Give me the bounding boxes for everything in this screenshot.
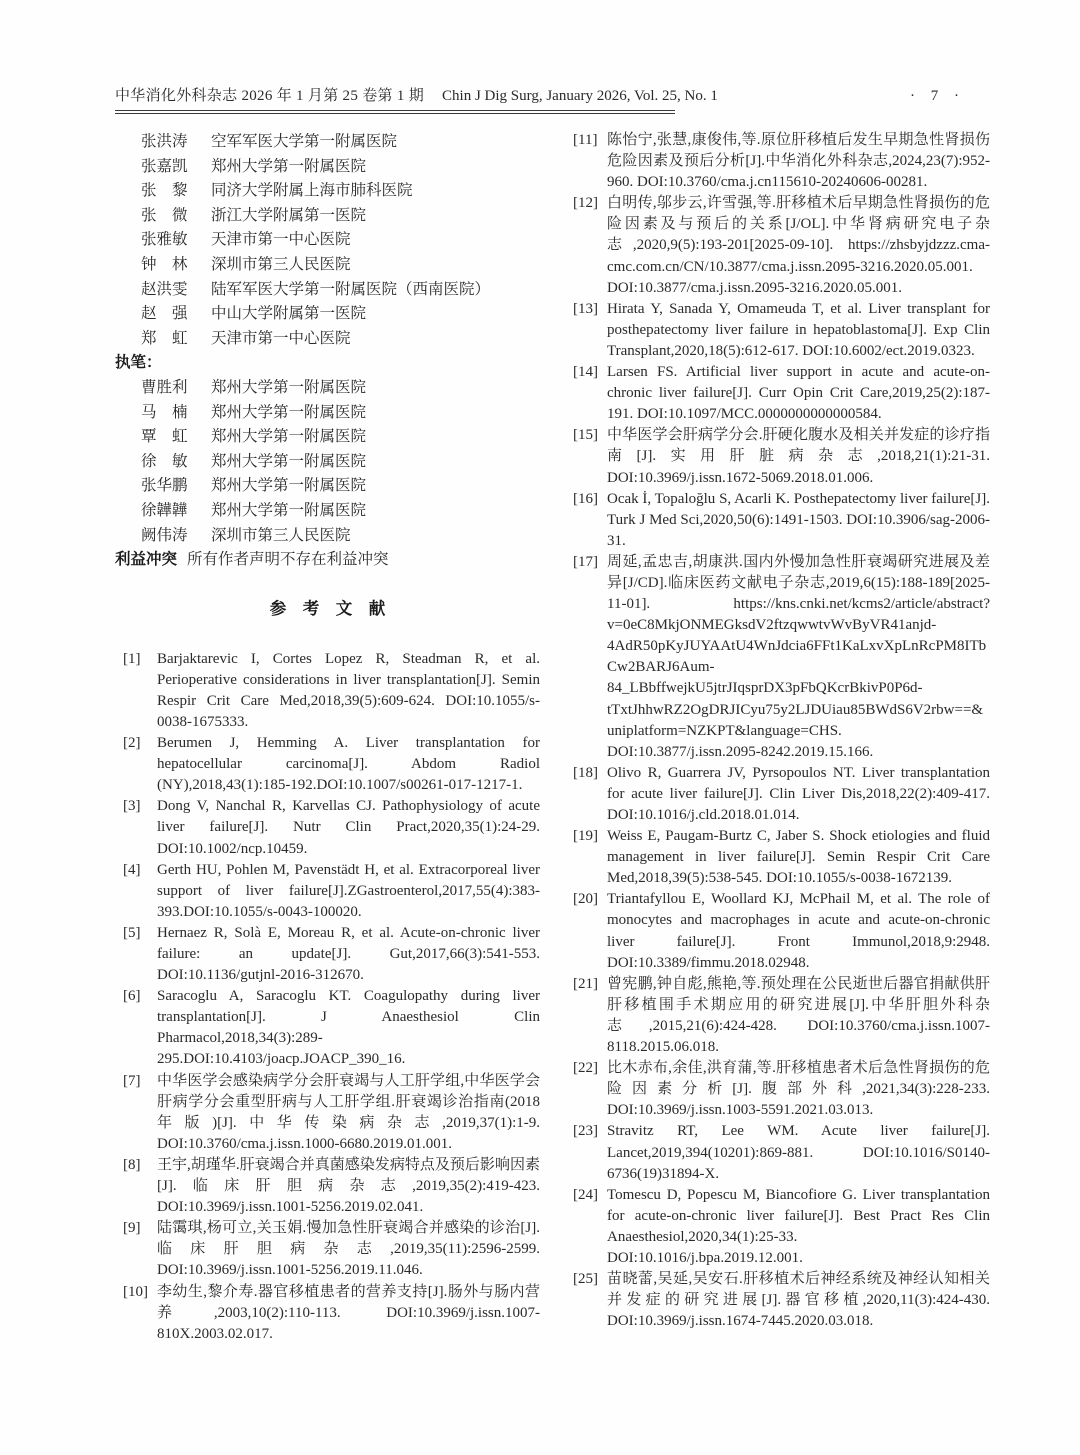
- reference-number: [9]: [123, 1220, 141, 1237]
- reference-number: [24]: [573, 1186, 598, 1203]
- contributor-name: 张 黎: [141, 182, 188, 200]
- contributor-row: [115, 278, 540, 303]
- reference-item: [565, 552, 990, 763]
- reference-item: [565, 1121, 990, 1184]
- writer-name: 曹胜利: [141, 378, 188, 396]
- reference-number: [18]: [573, 764, 598, 781]
- contributor-name: 赵洪雯: [141, 280, 188, 298]
- writer-row: [115, 401, 540, 426]
- contributor-name: 张嘉凯: [141, 157, 188, 175]
- contributor-row: [115, 327, 540, 352]
- writer-affiliation: 郑州大学第一附属医院: [211, 452, 367, 470]
- contributor-row: [115, 228, 540, 253]
- reference-number: [16]: [573, 490, 598, 507]
- reference-item: [115, 649, 540, 733]
- reference-text: 曾宪鹏,钟自彪,熊艳,等.预处理在公民逝世后器官捐献供肝肝移植围手术期应用的研究进展[J].中华肝胆外科杂志,2015,21(6):424-428. DOI:10.3760/cma.j.issn.1007-8118.2015.06.018.: [607, 975, 990, 1056]
- contributor-affiliation: 空军军医大学第一附属医院: [211, 133, 398, 150]
- right-column: [565, 130, 990, 1332]
- reference-text: Dong V, Nanchal R, Karvellas CJ. Pathophysiology of acute liver failure[J]. Nutr Clin Pract,2020,35(1):24-29. DOI:10.1002/ncp.10459.: [157, 798, 540, 857]
- conflict-statement: [115, 548, 540, 573]
- reference-item: [565, 489, 990, 552]
- conflict-text: 所有作者声明不存在利益冲突: [187, 551, 389, 569]
- reference-number: [3]: [123, 798, 141, 815]
- contributor-row: [115, 155, 540, 180]
- reference-number: [2]: [123, 735, 141, 752]
- writer-name: 覃 虹: [141, 428, 188, 446]
- reference-number: [23]: [573, 1123, 598, 1140]
- contributor-row: [115, 204, 540, 229]
- reference-item: [565, 974, 990, 1058]
- reference-text: Gerth HU, Pohlen M, Pavenstädt H, et al. Extracorporeal liver support of liver failure[J].ZGastroenterol,2017,55(4):383-393.DOI:10.1055/s-0043-100020.: [157, 861, 540, 920]
- reference-text: 中华医学会感染病学分会肝衰竭与人工肝学组,中华医学会肝病学分会重型肝病与人工肝学组.肝衰竭诊治指南(2018年版)[J].中华传染病杂志,2019,37(1):1-9. DOI:10.3760/cma.j.issn.1000-6680.2019.01.001.: [157, 1072, 540, 1152]
- left-column: [115, 130, 540, 1345]
- reference-number: [5]: [123, 924, 141, 941]
- reference-text: Stravitz RT, Lee WM. Acute liver failure[J]. Lancet,2019,394(10201):869-881. DOI:10.1016/S0140-6736(19)31894-X.: [607, 1123, 990, 1182]
- reference-text: Larsen FS. Artificial liver support in acute and acute-on-chronic liver failure[J]. Curr Opin Crit Care,2019,25(2):187-191. DOI:10.1097/MCC.0000000000000584.: [607, 364, 990, 423]
- contributor-affiliation: 陆军军医大学第一附属医院（西南医院）: [211, 280, 491, 298]
- reference-number: [14]: [573, 364, 598, 381]
- page-header: [115, 84, 965, 114]
- reference-number: [4]: [123, 861, 141, 878]
- reference-item: [115, 1071, 540, 1155]
- writer-row: [115, 425, 540, 450]
- page-number: · 7 ·: [910, 88, 965, 104]
- journal-title-cn: 中华消化外科杂志 2026 年 1 月第 25 卷第 1 期: [115, 88, 425, 104]
- reference-number: [11]: [573, 132, 598, 148]
- reference-text: 白明传,邬步云,许雪强,等.肝移植术后早期急性肾损伤的危险因素及与预后的关系[J/OL].中华肾病研究电子杂志,2020,9(5):193-201[2025-09-10]. https://zhsbyjdzzz.cma-cmc.com.cn/CN/10.3877/cma.j.issn.2095-3216.2020.05.001. DOI:10.3877/cma.j.issn.2095-3216.2020.05.001.: [607, 195, 990, 296]
- reference-item: [565, 362, 990, 425]
- writer-affiliation: 郑州大学第一附属医院: [211, 501, 367, 519]
- reference-item: [565, 193, 990, 298]
- reference-text: 苗晓蕾,吴延,吴安石.肝移植术后神经系统及神经认知相关并发症的研究进展[J].器官移植,2020,11(3):424-430. DOI:10.3969/j.issn.1674-7445.2020.03.018.: [607, 1271, 990, 1330]
- reference-item: [115, 1155, 540, 1218]
- contributor-row: [115, 179, 540, 204]
- header-divider: [115, 110, 675, 114]
- reference-text: Berumen J, Hemming A. Liver transplantation for hepatocellular carcinoma[J]. Abdom Radiol (NY),2018,43(1):185-192.DOI:10.1007/s00261-017-1217-1.: [157, 735, 540, 794]
- reference-item: [115, 1282, 540, 1345]
- journal-title-en: Chin J Dig Surg, January 2026, Vol. 25, No. 1: [442, 88, 718, 104]
- writer-affiliation: 深圳市第三人民医院: [211, 526, 351, 544]
- writer-name: 阙伟涛: [141, 526, 188, 544]
- reference-item: [565, 763, 990, 826]
- reference-item: [565, 1185, 990, 1269]
- reference-item: [115, 733, 540, 796]
- reference-text: Saracoglu A, Saracoglu KT. Coagulopathy during liver transplantation[J]. J Anaesthesiol Clin Pharmacol,2018,34(3):289-295.DOI:10.4103/joacp.JOACP_390_16.: [157, 988, 540, 1068]
- reference-item: [115, 796, 540, 859]
- reference-number: [12]: [573, 195, 598, 212]
- reference-item: [565, 299, 990, 362]
- contributor-affiliation: 天津市第一中心医院: [211, 329, 351, 347]
- reference-number: [21]: [573, 975, 598, 992]
- reference-item: [115, 860, 540, 923]
- reference-text: 中华医学会肝病学分会.肝硬化腹水及相关并发症的诊疗指南[J].实用肝脏病杂志,2018,21(1):21-31. DOI:10.3969/j.issn.1672-5069.2018.01.006.: [607, 427, 990, 486]
- contributor-name: 张洪涛: [141, 133, 188, 150]
- writer-affiliation: 郑州大学第一附属医院: [211, 477, 367, 495]
- contributor-name: 郑 虹: [141, 329, 188, 347]
- reference-text: Weiss E, Paugam-Burtz C, Jaber S. Shock etiologies and fluid management in liver failure[J]. Semin Respir Crit Care Med,2018,39(5):538-545. DOI:10.1055/s-0038-1672139.: [607, 828, 990, 887]
- reference-item: [115, 986, 540, 1070]
- reference-item: [115, 1218, 540, 1281]
- writer-row: [115, 376, 540, 401]
- reference-text: 周延,孟忠吉,胡康洪.国内外慢加急性肝衰竭研究进展及差异[J/CD].临床医药文献电子杂志,2019,6(15):188-189[2025-11-01]. https://kns.cnki.net/kcms2/article/abstract?v=0eC8MkjONMEGksdV2ftzqwwtvWvByVR41anjd-4AdR50pKyJUYAAtU4WnJdcia6FFt1KaLxvXpLnRcPM8ITbCw2BARJ6Aum-84_LBbffwejkU5jtrJIqsprDX3pFbQKcrBkivP0P6d-tTxtJhhwRZ2OgDRJICyu75y2LJDUiau85BWdS6V2rbw==&uniplatform=NZKPT&language=CHS. DOI:10.3877/j.issn.2095-8242.2019.15.166.: [607, 553, 990, 760]
- reference-item: [115, 923, 540, 986]
- writer-row: [115, 524, 540, 549]
- writers-label: 执笔：: [115, 354, 162, 372]
- reference-number: [22]: [573, 1060, 598, 1077]
- reference-number: [6]: [123, 988, 141, 1005]
- contributor-row: [115, 130, 540, 155]
- contributor-row: [115, 253, 540, 278]
- contributor-name: 张 微: [141, 206, 188, 224]
- contributor-affiliation: 中山大学附属第一医院: [211, 305, 367, 323]
- writer-name: 徐 敏: [141, 452, 188, 470]
- contributor-affiliation: 深圳市第三人民医院: [211, 255, 351, 273]
- writer-row: [115, 474, 540, 499]
- writer-row: [115, 450, 540, 475]
- contributor-name: 赵 强: [141, 305, 188, 323]
- reference-text: 王宇,胡瑾华.肝衰竭合并真菌感染发病特点及预后影响因素[J].临床肝胆病杂志,2019,35(2):419-423. DOI:10.3969/j.issn.1001-5256.2019.02.041.: [157, 1156, 540, 1216]
- reference-text: 陆霭琪,杨可立,关玉娟.慢加急性肝衰竭合并感染的诊治[J].临床肝胆病杂志,2019,35(11):2596-2599. DOI:10.3969/j.issn.1001-5256.2019.11.046.: [157, 1220, 540, 1279]
- writer-list: [115, 376, 540, 548]
- conflict-label: 利益冲突: [115, 551, 178, 569]
- reference-number: [13]: [573, 300, 598, 317]
- reference-text: 陈怡宁,张慧,康俊伟,等.原位肝移植后发生早期急性肾损伤危险因素及预后分析[J].中华消化外科杂志,2024,23(7):952-960. DOI:10.3760/cma.j.cn115610-20240606-00281.: [607, 132, 990, 191]
- reference-number: [19]: [573, 828, 598, 845]
- reference-number: [20]: [573, 891, 598, 908]
- reference-number: [1]: [123, 650, 141, 667]
- reference-item: [565, 425, 990, 488]
- contributor-affiliation: 郑州大学第一附属医院: [211, 157, 367, 175]
- contributor-row: [115, 302, 540, 327]
- reference-list-left: [115, 649, 540, 1345]
- writer-row: [115, 499, 540, 524]
- reference-text: Triantafyllou E, Woollard KJ, McPhail M, et al. The role of monocytes and macrophages in acute and acute-on-chronic liver failure[J]. Front Immunol,2018,9:2948. DOI:10.3389/fimmu.2018.02948.: [607, 891, 990, 971]
- reference-text: Ocak İ, Topaloğlu S, Acarli K. Posthepatectomy liver failure[J]. Turk J Med Sci,2020,50(6):1491-1503. DOI:10.3906/sag-2006-31.: [607, 490, 990, 549]
- reference-item: [565, 889, 990, 973]
- contributor-name: 钟 林: [141, 255, 188, 273]
- contributor-affiliation: 天津市第一中心医院: [211, 231, 351, 249]
- reference-item: [565, 130, 990, 193]
- contributor-affiliation: 同济大学附属上海市肺科医院: [211, 182, 413, 200]
- reference-number: [15]: [573, 427, 598, 444]
- reference-text: 比木赤布,余佳,洪育蒲,等.肝移植患者术后急性肾损伤的危险因素分析[J].腹部外科,2021,34(3):228-233. DOI:10.3969/j.issn.1003-5591.2021.03.013.: [607, 1060, 990, 1119]
- reference-number: [8]: [123, 1156, 141, 1173]
- contributor-list: [115, 130, 540, 351]
- reference-item: [565, 826, 990, 889]
- reference-text: Hirata Y, Sanada Y, Omameuda T, et al. Liver transplant for posthepatectomy liver failure in hepatoblastoma[J]. Exp Clin Transplant,2020,18(5):612-617. DOI:10.6002/ect.2019.0323.: [607, 300, 990, 359]
- reference-text: Olivo R, Guarrera JV, Pyrsopoulos NT. Liver transplantation for acute liver failure[J]. Clin Liver Dis,2018,22(2):409-417. DOI:10.1016/j.cld.2018.01.014.: [607, 764, 990, 823]
- reference-item: [565, 1269, 990, 1332]
- reference-number: [17]: [573, 553, 598, 570]
- reference-text: Barjaktarevic I, Cortes Lopez R, Steadman R, et al. Perioperative considerations in liver transplantation[J]. Semin Respir Crit Care Med,2018,39(5):609-624. DOI:10.1055/s-0038-1675333.: [157, 650, 540, 730]
- contributor-affiliation: 浙江大学附属第一医院: [211, 206, 367, 224]
- writer-name: 徐韡韡: [141, 501, 188, 519]
- writer-name: 马 楠: [141, 403, 188, 421]
- reference-number: [25]: [573, 1271, 598, 1288]
- reference-item: [565, 1058, 990, 1121]
- writer-affiliation: 郑州大学第一附属医院: [211, 378, 367, 396]
- reference-list-right: [565, 130, 990, 1332]
- contributor-name: 张雅敏: [141, 231, 188, 249]
- reference-text: Hernaez R, Solà E, Moreau R, et al. Acute-on-chronic liver failure: an update[J]. Gut,2017,66(3):541-553. DOI:10.1136/gutjnl-2016-312670.: [157, 924, 540, 984]
- reference-text: Tomescu D, Popescu M, Biancofiore G. Liver transplantation for acute-on-chronic liver failure[J]. Best Pract Res Clin Anaesthesiol,2020,34(1):25-33. DOI:10.1016/j.bpa.2019.12.001.: [607, 1186, 990, 1266]
- writer-name: 张华鹏: [141, 477, 188, 495]
- writer-affiliation: 郑州大学第一附属医院: [211, 403, 367, 421]
- reference-number: [7]: [123, 1072, 141, 1089]
- reference-number: [10]: [123, 1283, 148, 1300]
- references-heading: 参 考 文 献: [269, 598, 386, 618]
- writer-affiliation: 郑州大学第一附属医院: [211, 428, 367, 446]
- reference-text: 李幼生,黎介寿.器官移植患者的营养支持[J].肠外与肠内营养,2003,10(2):110-113. DOI:10.3969/j.issn.1007-810X.2003.02.017.: [157, 1283, 540, 1342]
